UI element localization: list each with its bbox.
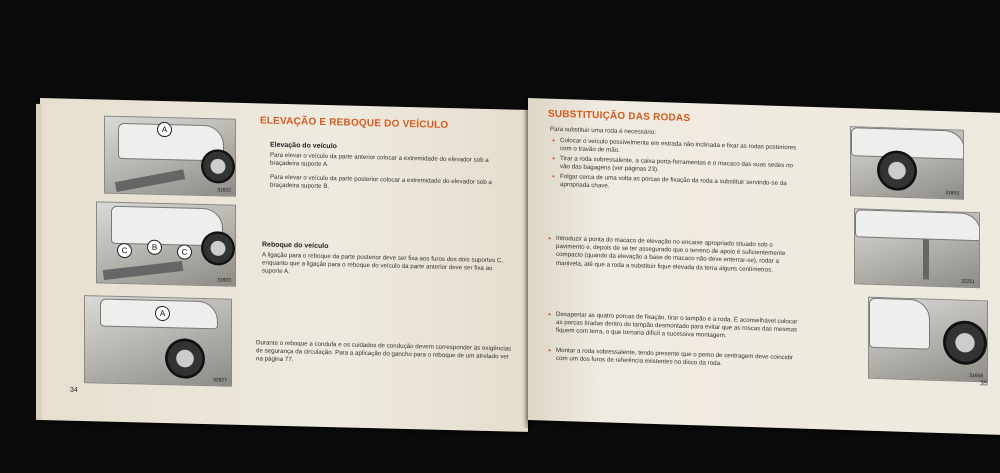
- photo-code: 31658: [969, 372, 983, 380]
- photo-front-lift: [104, 116, 236, 197]
- jack-icon: [923, 239, 929, 279]
- step-item: ● Folgar cerca de uma volta as porcas de fixação da roda a substituir servindo-se da apropriada chave.: [552, 173, 798, 197]
- section-heading-tow: Reboque do veículo: [262, 241, 329, 251]
- car-illustration: [855, 209, 980, 241]
- page-number: 35: [980, 380, 988, 388]
- photo-loosen-nuts: [850, 126, 964, 200]
- right-page: [528, 98, 1000, 435]
- intro-text: Para substituir uma roda é necessário:: [550, 125, 656, 137]
- wheel-icon: [201, 149, 235, 184]
- section-heading-lift: Elevação do veículo: [270, 141, 337, 151]
- wheel-icon: [201, 231, 235, 266]
- page-title: SUBSTITUIÇÃO DAS RODAS: [548, 108, 691, 125]
- step-item: ● Desapertar as quatro porcas de fixação, tirar o tampão e a roda. É aconselhável colocar as porcas tiradas dentro do tampão desmontado para evitar que as roscas das mesmas fiquem com terra, o que tornaria difícil a sucessiva montagem.: [548, 311, 800, 344]
- callout-label: A: [155, 306, 170, 321]
- jack-icon: [115, 169, 186, 192]
- photo-jack-position: [854, 208, 980, 288]
- photo-code: 31653: [945, 190, 959, 197]
- photo-code: 31603: [217, 277, 231, 284]
- step-item: ● Tirar a roda sobressalente, a caixa porta-ferramentas e o macaco das suas sedes no vão das bagagens (ver páginas 23).: [552, 155, 798, 179]
- wheel-icon: [877, 150, 917, 191]
- callout-label: A: [157, 122, 172, 137]
- step-item: ● Introduzir a ponta do macaco de elevação no encaixe apropriado situado sob o pavimento e, depois de se ter assegurado que o terreno de apoio é suficientemente compacto (quando da elevação a base do macaco não deve enterrar-se), rodar a manivela, até que a roda a substituir fique elevada da terra alguns centímetros.: [548, 235, 800, 276]
- step-item: ● Montar a roda sobressalente, tendo presente que o pemo de centragem deve coincidir com um dos furos de referência existentes no disco da roda.: [548, 347, 800, 371]
- manual-booklet: [40, 98, 1000, 428]
- wheel-icon: [943, 320, 987, 365]
- lift-rear-text: Para elevar o veículo da parte posterior colocar a extremidade do elevador sob a braçadeira suporte B.: [270, 173, 492, 191]
- photo-code: 31602: [217, 187, 231, 194]
- page-title: ELEVAÇÃO E REBOQUE DO VEÍCULO: [260, 115, 449, 131]
- photo-code: 32251: [961, 278, 975, 286]
- jack-icon: [103, 261, 184, 280]
- page-number: 34: [70, 386, 78, 394]
- tow-note: Durante o reboque a condufa e os cuidados de condução devem corresponder às exigências de segurança da circulação. Para a aplicação do gancho para o reboque de um atrelado ver na página 77.: [256, 339, 512, 364]
- wheel-icon: [165, 338, 205, 379]
- page-edge: [36, 104, 42, 420]
- callout-label: B: [147, 240, 162, 255]
- photo-rear-lift: [96, 201, 236, 286]
- photo-remove-wheel: [868, 297, 988, 383]
- lift-front-text: Para elevar o veículo da parte anterior colocar a extremidade do elevador sob a braçadeira suporte A.: [270, 151, 489, 169]
- photo-code: 32827: [213, 377, 227, 384]
- left-page: [40, 98, 528, 432]
- tow-text: A ligação para o reboque da parte posterior deve ser fixa aos furos dos dois suportes C, enquanto que a ligação para o reboque do veículo da parte anterior deve ser fixa ao suporte A.: [262, 251, 504, 276]
- callout-label: C: [117, 243, 132, 258]
- step-item: ● Colocar o veículo possivelmente em estrada não inclinada e fixar as rodas posteriores com o travão de mão.: [552, 137, 798, 161]
- car-illustration: [869, 298, 930, 350]
- photo-towing: [84, 295, 232, 387]
- callout-label: C: [177, 244, 192, 259]
